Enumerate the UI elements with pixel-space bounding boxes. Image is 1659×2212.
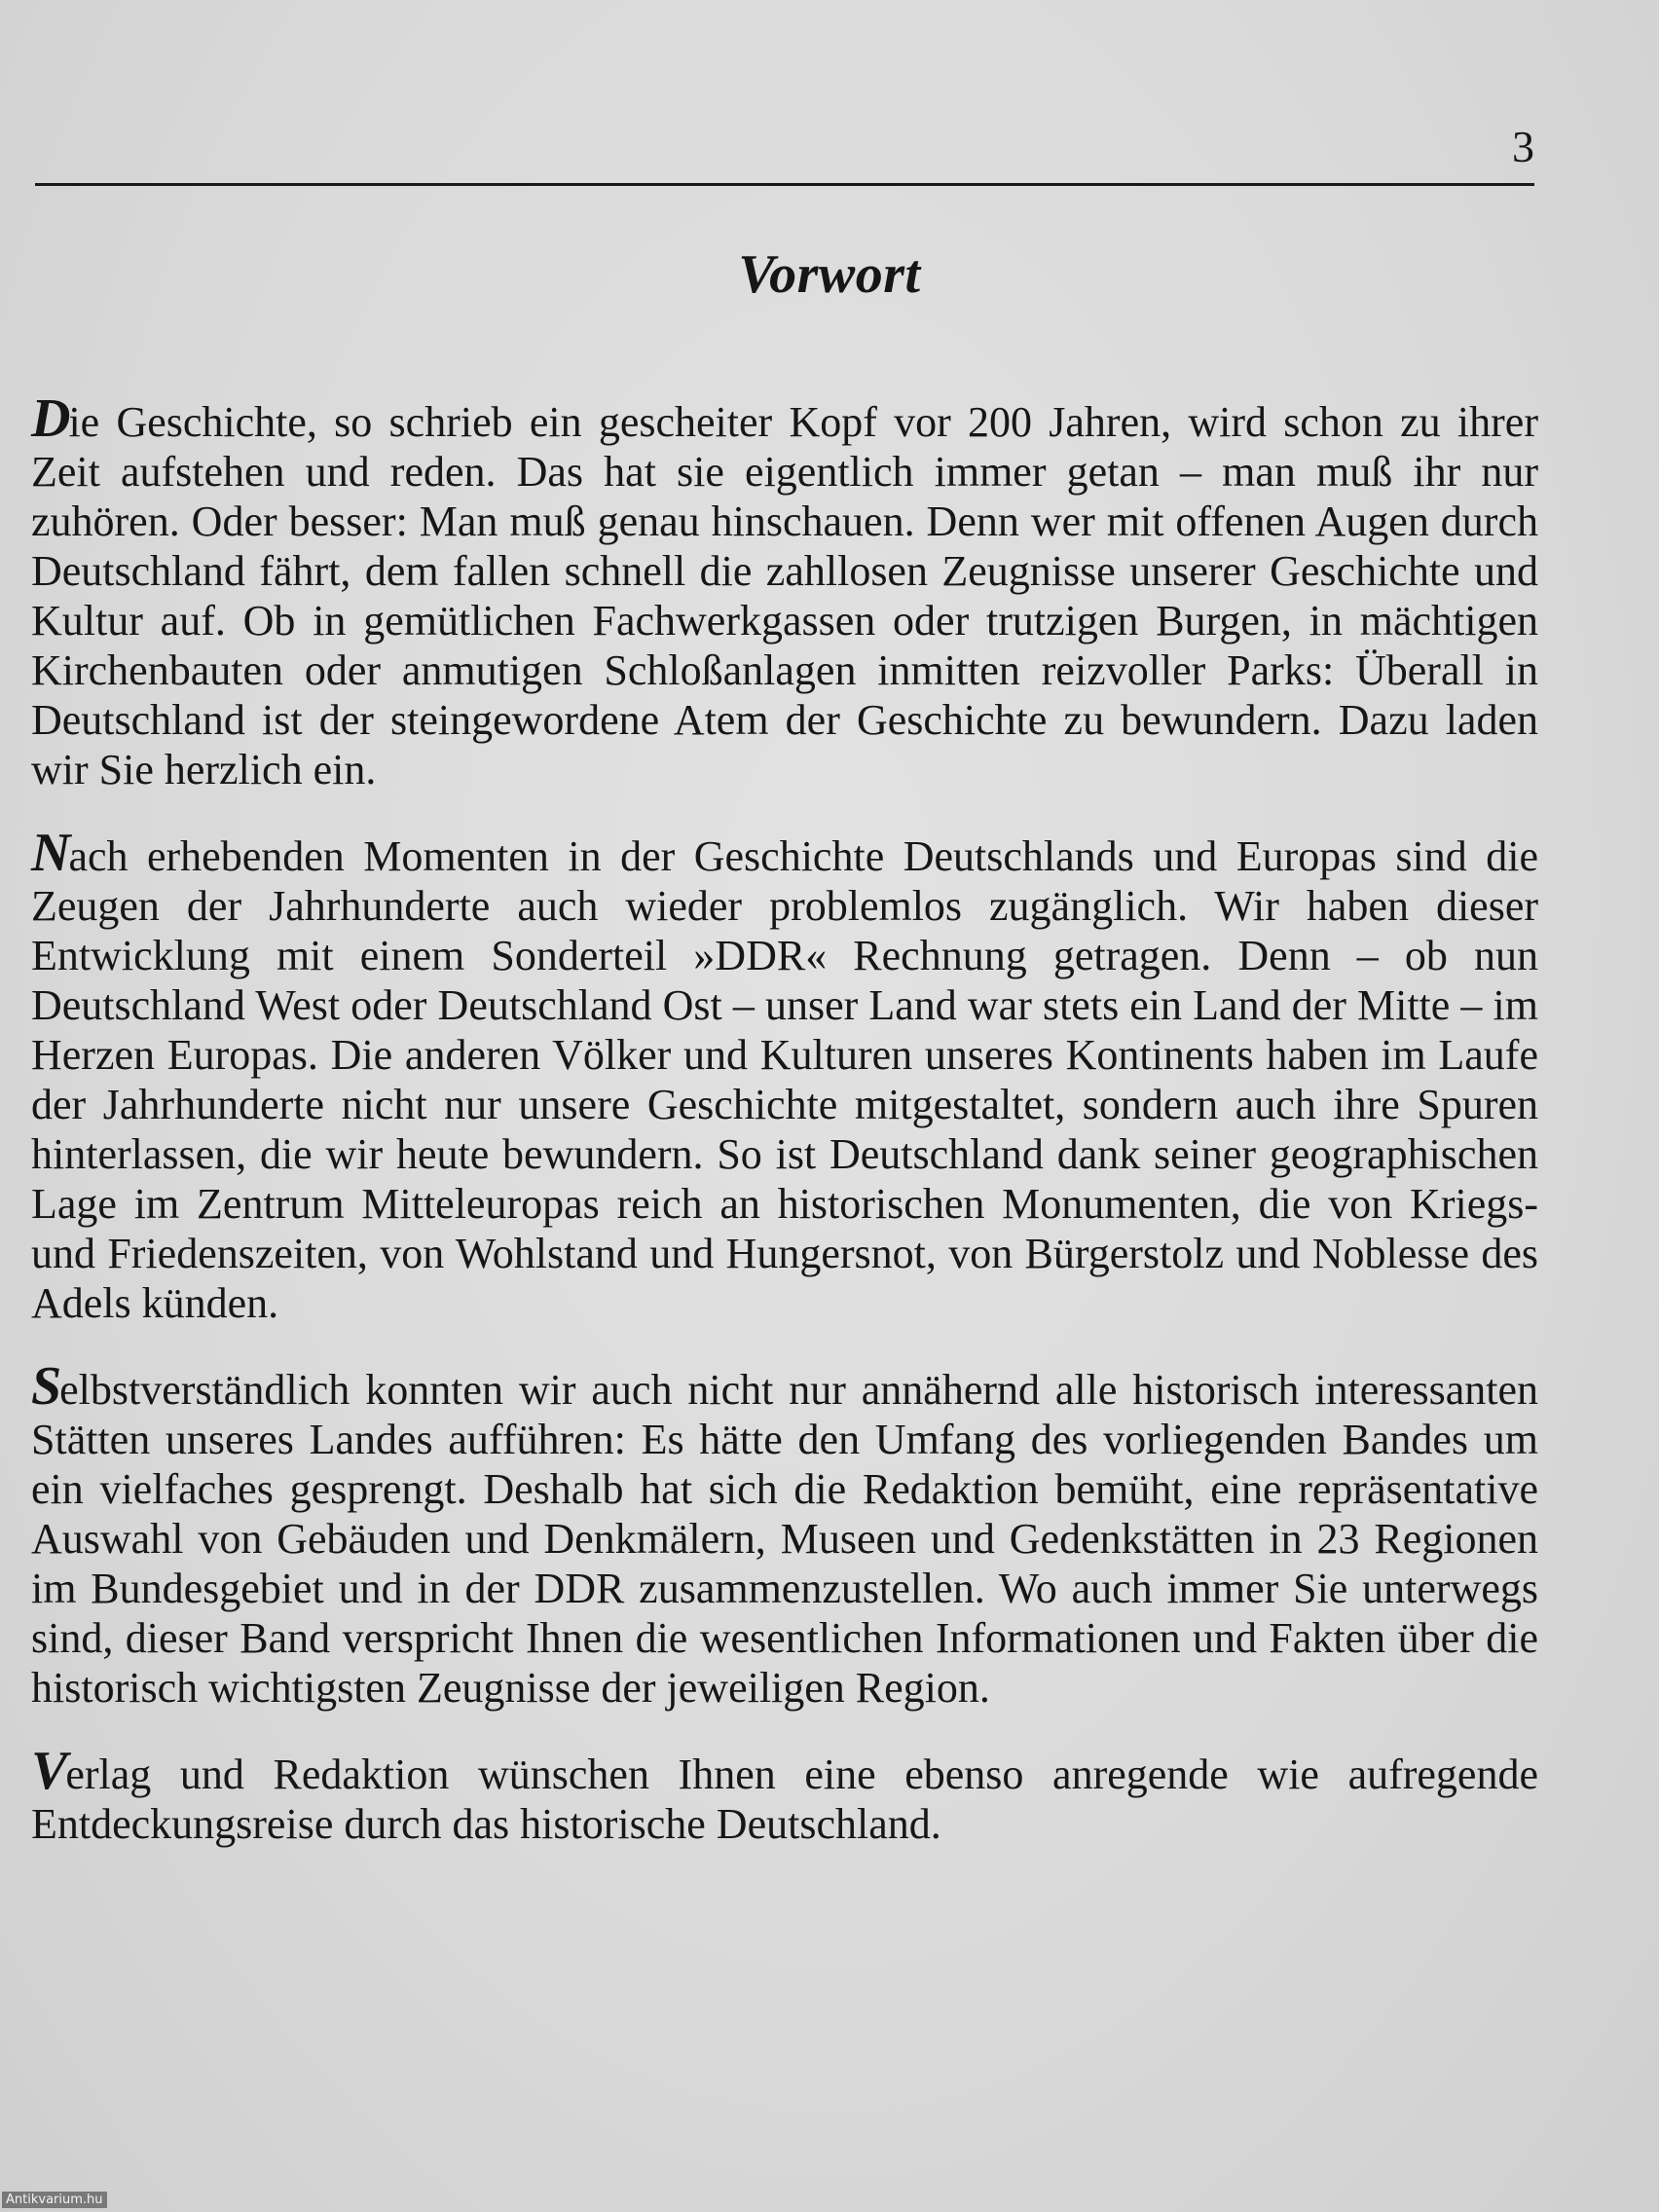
- paragraph-3: [31, 1356, 1538, 1713]
- initial-letter: S: [31, 1356, 60, 1417]
- initial-letter: V: [31, 1741, 66, 1801]
- initial-letter: D: [31, 388, 69, 449]
- header-rule: [35, 183, 1534, 186]
- paragraph-4: [31, 1741, 1538, 1849]
- paragraph-text: elbstverständlich konnten wir auch nicht nur annähernd alle historisch interessanten Stätten unseres Landes aufführen: Es hätte den Umfang des vorliegenden Bandes um ein vielfaches gesprengt. Deshalb hat sich die Redaktion bemüht, eine repräsentative Auswahl von Gebäuden und Denkmälern, Museen und Gedenkstätten in 23 Regionen im Bundesgebiet und in der DDR zusammenzustellen. Wo auch immer Sie unterwegs sind, dieser Band verspricht Ihnen die wesentlichen Informationen und Fakten über die historisch wichtigsten Zeugnisse der jeweiligen Region.: [31, 1366, 1538, 1712]
- initial-letter: N: [31, 823, 69, 883]
- paragraph-2: [31, 823, 1538, 1328]
- page-number: 3: [1512, 122, 1534, 171]
- body-text: [31, 388, 1538, 1886]
- paragraph-text: erlag und Redaktion wünschen Ihnen eine ebenso anregende wie aufregende Entdeckungsreise durch das historische Deutschland.: [31, 1751, 1538, 1848]
- paragraph-1: [31, 388, 1538, 794]
- paragraph-text: ach erhebenden Momenten in der Geschichte Deutschlands und Europas sind die Zeugen der Jahrhunderte auch wieder problemlos zugänglich. Wir haben dieser Entwicklung mit einem Sonderteil »DDR« Rechnung getragen. Denn – ob nun Deutschland West oder Deutschland Ost – unser Land war stets ein Land der Mitte – im Herzen Europas. Die anderen Völker und Kulturen unseres Kontinents haben im Laufe der Jahrhunderte nicht nur unsere Geschichte mitgestaltet, sondern auch ihre Spuren hinterlassen, die wir heute bewundern. So ist Deutschland dank seiner geographischen Lage im Zentrum Mitteleuropas reich an historischen Monumenten, die von Kriegs- und Friedenszeiten, von Wohlstand und Hungersnot, von Bürgerstolz und Noblesse des Adels künden.: [31, 832, 1538, 1327]
- watermark: Antikvarium.hu: [2, 2192, 107, 2208]
- page-title: Vorwort: [738, 244, 921, 305]
- paragraph-text: ie Geschichte, so schrieb ein gescheiter Kopf vor 200 Jahren, wird schon zu ihrer Zeit aufstehen und reden. Das hat sie eigentlich immer getan – man muß ihr nur zuhören. Oder besser: Man muß genau hinschauen. Denn wer mit offenen Augen durch Deutschland fährt, dem fallen schnell die zahllosen Zeugnisse unserer Geschichte und Kultur auf. Ob in gemütlichen Fachwerkgassen oder trutzigen Burgen, in mächtigen Kirchenbauten oder anmutigen Schloßanlagen inmitten reizvoller Parks: Überall in Deutschland ist der steingewordene Atem der Geschichte zu bewundern. Dazu laden wir Sie herzlich ein.: [31, 398, 1538, 793]
